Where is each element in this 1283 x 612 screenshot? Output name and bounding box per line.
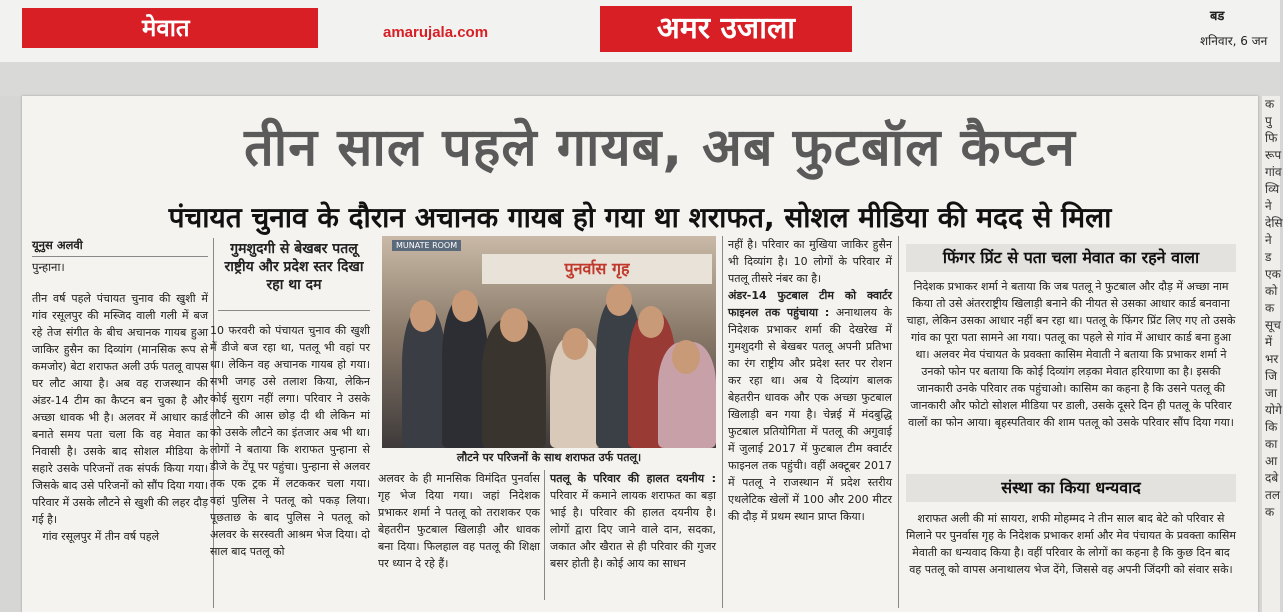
face [672, 340, 700, 374]
sidebar-headline-thanks: संस्था का किया धन्यवाद [906, 474, 1236, 502]
box-headline: गुमशुदगी से बेखबर पतलू राष्ट्रीय और प्रदेश स्तर दिखा रहा था दम [224, 241, 364, 293]
adjacent-page-fragment: देसि [1265, 216, 1283, 230]
adjacent-page-fragment: का [1265, 437, 1278, 451]
sidebar-headline-fingerprint: फिंगर प्रिंट से पता चला मेवात का रहने वाला [906, 244, 1236, 272]
photo-banner: पुनर्वास गृह [482, 254, 712, 284]
adjacent-page-fragment: कि [1265, 420, 1278, 434]
newspaper-page [22, 96, 1258, 612]
face [500, 308, 528, 342]
face [606, 284, 632, 316]
article-column-4 [550, 470, 716, 598]
adjacent-page-fragment: जि [1265, 369, 1278, 383]
newspaper-header [0, 0, 1280, 62]
adjacent-page-edge [1262, 96, 1283, 612]
face [562, 328, 588, 360]
dateline: पुन्हाना। [32, 260, 65, 274]
column-divider [898, 236, 899, 608]
adjacent-page-text [1262, 96, 1283, 521]
face [410, 300, 436, 332]
adjacent-page-fragment: गांव [1265, 165, 1282, 179]
divider [32, 256, 208, 257]
adjacent-page-fragment: भर [1265, 352, 1279, 366]
edition-label: बड [1210, 9, 1225, 24]
column-4-lead: पतलू के परिवार की हालत दयनीय : [550, 472, 716, 485]
column-1-tail: गांव रसूलपुर में तीन वर्ष पहले [42, 530, 160, 543]
adjacent-page-fragment: फि [1265, 131, 1278, 145]
column-5-text: अनाथालय के निदेशक प्रभाकर शर्मा की देखरेख में गुमशुदगी से बेखबर पतलू अपनी प्रतिभा का रंग राष्ट्रीय और प्रदेश स्तर पर रोशन कर रहा था। अब ये दिव्यांग बालक बेहतरीन धावक और एक अच्छा फुटबाल खिलाड़ी बन गया है। चेन्नई में मंदबुद्धि फुटबाल प्रतियोगिता में पतलू की अगुवाई में जुलाई 2017 में फुटबाल टीम क्वार्टर फाइनल तक पहुंची। वहीं अक्टूबर 2017 में पतलू ने राजस्थान में प्रदेश स्तरीय एथलेटिक खेलों में 100 और 200 मीटर की दौड़ में प्रथम स्थान प्राप्त किया। [728, 306, 892, 523]
adjacent-page-fragment: तल [1265, 488, 1280, 502]
adjacent-page-fragment: क [1265, 97, 1275, 111]
column-5-top: नहीं है। परिवार का मुखिया जाकिर हुसैन भी दिव्यांग है। 10 लोगों के परिवार में पतलू तीसरे नंबर का है। [728, 238, 892, 285]
adjacent-page-fragment: में [1265, 335, 1273, 349]
adjacent-page-fragment: जा [1265, 386, 1278, 400]
article-column-2 [210, 322, 370, 598]
column-2-text: 10 फरवरी को पंचायत चुनाव की खुशी में डीजे बज रहा था, पतलू भी वहां पर था। लेकिन वह अचानक गायब हो गया। सभी जगह उसे तलाश किया, लेकिन कोई सुराग नहीं लगा। परिवार ने उसके लौटने की आस छोड़ दी थी लेकिन मां को उसके लौटने का इंतजार अब भी था। लोगों ने बताया कि शराफत पुन्हाना से डीजे के टेंपू पर पहुंचा। पुन्हाना से अलवर तक एक ट्रक में लटककर चला गया। वहां पुलिस ने पतलू को पकड़ लिया। पूछताछ के बाद पुलिस ने पतलू को अलवर के सरस्वती आश्रम भेज दिया। दो साल बाद पतलू को [210, 324, 370, 558]
photo-caption: लौटने पर परिजनों के साथ शराफत उर्फ पतलू। [456, 451, 642, 464]
adjacent-page-fragment: दबे [1265, 471, 1279, 485]
article-column-3 [378, 470, 540, 598]
byline: यूनुस अलवी [32, 238, 83, 252]
column-divider [544, 470, 545, 600]
subheadline: पंचायत चुनाव के दौरान अचानक गायब हो गया था शराफत, सोशल मीडिया की मदद से मिला [168, 201, 1112, 234]
adjacent-page-fragment: व्यि [1265, 182, 1280, 196]
sidebar-1-text: निदेशक प्रभाकर शर्मा ने बताया कि जब पतलू ने फुटबाल और दौड़ में अच्छा नाम किया तो उसे अंतरराष्ट्रीय खिलाड़ी बनाने की नीयत से उसका आधार कार्ड बनवाना चाहा, लेकिन उसका आधार नहीं बन रहा था। पतलू के फिंगर प्रिंट लिए गए तो उसके गांव का पूरा पता सामने आ गया। पतलू का पहले से गांव में आधार कार्ड बना हुआ था। अलवर मेव पंचायत के प्रवक्ता कासिम मेवाती ने बताया कि प्रभाकर शर्मा ने उनको फोन पर बताया कि कोई दिव्यांग लड़का मेवात हरियाणा का है। इसकी जानकारी उनके परिवार तक पहुंचाओ। कासिम का कहना है कि उसने पतलू की जानकारी और फोटो सोशल मीडिया पर डाली, उसके दूसरे दिन ही पतलू के परिवार वालों का फोन आया। बृहस्पतिवार की शाम पतलू को उसके परिवार सौंप दिया गया। [906, 280, 1236, 429]
adjacent-page-fragment: रूप [1265, 148, 1282, 162]
news-photo [382, 236, 716, 448]
adjacent-page-fragment: को [1265, 284, 1278, 298]
adjacent-page-fragment: आ [1265, 454, 1278, 468]
sidebar-text-fingerprint [906, 278, 1236, 462]
sidebar-2-text: शराफत अली की मां सायरा, शफी मोहम्मद ने तीन साल बाद बेटे को परिवार से मिलाने पर पुनर्वास गृह के निदेशक प्रभाकर शर्मा और मेव पंचायत के प्रवक्ता कासिम मेवाती का धन्यवाद किया है। वहीं परिवार के लोगों का कहना है कि कुछ दिन बाद वह पतलू को वापस अनाथालय भेज देंगे, जिससे वह अपनी जिंदगी को संवार सके। [906, 512, 1236, 576]
adjacent-page-fragment: पु [1265, 114, 1272, 128]
column-1-text: तीन वर्ष पहले पंचायत चुनाव की खुशी में गांव रसूलपुर की मस्जिद वाली गली में बज रहे तेज संगीत के बीच अचानक गायब हुआ जाकिर हुसैन का दिव्यांग (मानसिक रूप से कमजोर) बेटा शराफत अली उर्फ पतलू वापस घर लौट आया है। अब वह राजस्थान की अंडर-14 टीम का कैप्टन बन चुका है और अच्छा धावक भी है। अलवर में आधार कार्ड बनाते समय पता चला कि वह मेवात का निवासी है। उसके बाद सोशल मीडिया के सहारे उसके परिजनों तक संपर्क किया गया। जिसके बाद उसे परिजनों को सौंप दिया गया। परिवार में उसके लौटने से खुशी की लहर दौड़ गई है। [32, 292, 208, 526]
masthead-logo: अमर उजाला [600, 6, 852, 52]
photo-sign: MUNATE ROOM [392, 240, 461, 251]
column-4-text: परिवार में कमाने लायक शराफत का बड़ा भाई है। परिवार की हालत दयनीय है। लोगों द्वारा दिए जाने वाले दान, सदका, जकात और खैरात से ही परिवार की गुजर बसर होती है। कोई आय का साधन [550, 489, 716, 570]
column-5-lead: अंडर-14 फुटबाल टीम को क्वार्टर फाइनल तक पहुंचाया : [728, 289, 892, 319]
adjacent-page-fragment: क [1265, 505, 1275, 519]
article-column-1 [32, 290, 208, 588]
headline: तीन साल पहले गायब, अब फुटबॉल कैप्टन [244, 118, 1076, 178]
adjacent-page-fragment: क [1265, 301, 1275, 315]
column-3-text: अलवर के ही मानसिक विमंदित पुनर्वास गृह भेज दिया गया। जहां निदेशक प्रभाकर शर्मा ने पतलू को तराशकर एक बेहतरीन फुटबाल खिलाड़ी और धावक बना दिया। फिलहाल वह पतलू की शिक्षा पर ध्यान दे रहे हैं। [378, 472, 540, 570]
section-tag: मेवात [22, 8, 318, 48]
adjacent-page-fragment: एक [1265, 267, 1281, 281]
site-url: amarujala.com [383, 24, 489, 41]
column-divider [722, 236, 723, 608]
adjacent-page-fragment: ने ड [1265, 233, 1272, 264]
edition-date: शनिवार, 6 जन [1200, 34, 1268, 48]
adjacent-page-fragment: सूच [1265, 318, 1281, 332]
article-column-5 [728, 236, 892, 600]
adjacent-page-fragment: ने [1265, 199, 1272, 213]
page-gutter [0, 62, 1280, 96]
face [452, 290, 478, 322]
adjacent-page-fragment: योगे [1265, 403, 1282, 417]
face [638, 306, 664, 338]
divider [218, 310, 370, 311]
sidebar-text-thanks [906, 510, 1236, 600]
